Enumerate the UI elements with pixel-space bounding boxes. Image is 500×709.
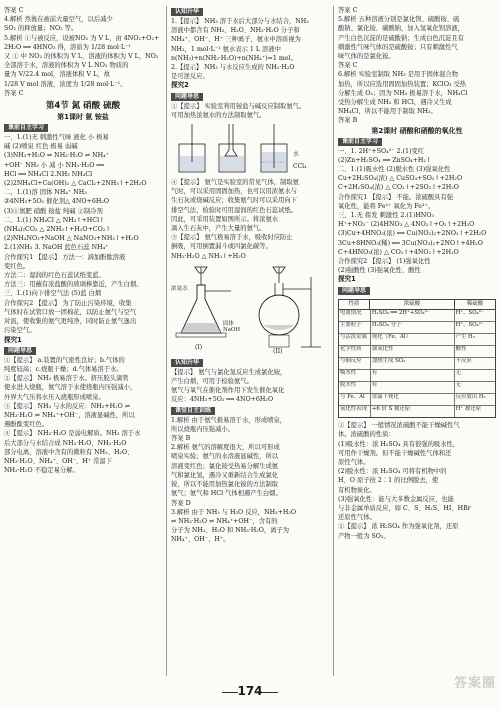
text-line: 刺激性气味气体的是硫酸铵；只有刺激性气 (338, 43, 458, 51)
text-line: 味气体的是氯化铵。 (338, 53, 395, 61)
text-line: 部分电离，溶液中含有的微粒有 NH₃、H₂O、 (4, 448, 134, 456)
figure-label-ccl4: CCl₄ (293, 163, 307, 171)
column-divider (333, 6, 334, 676)
text-line: 铵，所以不能用加热氯化铵的方法制取 (171, 481, 279, 489)
figure-label-1: (I) (195, 343, 203, 351)
table-header (339, 300, 495, 310)
text-line: ③【提示】 NH₃ 与水的反应：NH₃+H₂O ⇌ (4, 402, 131, 410)
table-row (339, 406, 495, 417)
text-line: 答案 C (4, 89, 24, 97)
text-line: 合作探究1 【提示】 不能。浓硫酸具有强 (338, 193, 454, 201)
text-line: 4.解析 然後在被前大量空气，以后减少 (4, 16, 113, 24)
text-line: (3)Cu+4HNO₃(浓) ══ Cu(NO₃)₂+2NO₂↑+2H₂O (338, 230, 487, 238)
text-line: (3)强氧化性：能与大多数金属反应，也能 (338, 495, 454, 503)
text-line: ④【提示】 氨气是实验室的常见气体，制取氨 (171, 179, 299, 187)
text-line: 滴入生石灰中，产生大量的氨气。 (171, 225, 266, 233)
figure-label-water: 水 (293, 151, 300, 159)
text-line: 外界大气压将水压入烧瓶形成喷泉。 (4, 393, 105, 401)
explore-heading: 探究1 (4, 335, 22, 344)
text-line: 气和氯化氢，遇冷又重新结合生成氯化 (171, 471, 279, 479)
table-cell: H₂SO₄ ══ 2H⁺+SO₄²⁻ (371, 310, 455, 321)
subsection-title: 第1课时 氨 铵盐 (57, 113, 109, 122)
table-cell: 与活泼金属 (339, 334, 371, 345)
table-cell: H₂SO₄ 分子 (371, 322, 455, 333)
table-cell: 无 (455, 382, 461, 389)
text-line: C+2H₂SO₄(浓) △ CO₂↑+2SO₂↑+2H₂O (338, 184, 459, 192)
text-line: 答案 D (171, 499, 191, 507)
table-cell: 钝化（Fe、Al） (371, 334, 455, 345)
text-line: HCl ══ NH₄Cl 2.NH₃ NH₄Cl (4, 170, 93, 178)
text-line: 氨气与氧气在催化剂作用下发生催化氧化 (171, 387, 285, 395)
table-cell: H⁺、SO₄²⁻ (455, 310, 484, 317)
text-line: C+4HNO₃(浓) △ CO₂↑+4NO₂↑+2H₂O (338, 248, 459, 256)
text-line: NH₃·H₂O △ NH₃↑+H₂O (171, 252, 246, 260)
text-line: 三、1.(1)向下排空气法 (5)蓝 白烟 (4, 290, 102, 298)
text-line: 二、1.(1)溶 固体 NH₄⁺ NH₃ (4, 189, 87, 197)
text-line: ①【提示】 实验室利用铵盐与碱反应制取氨气。 (171, 102, 306, 110)
table-row (339, 322, 495, 334)
table-row (339, 382, 495, 394)
section-tag: 认知升华 (171, 359, 203, 367)
text-line: 三、1.无 挥发 刺激性 2.(1)HNO₃ (338, 212, 435, 220)
table-cell: +6 价 S 被还原 (371, 406, 455, 417)
table-row (339, 310, 495, 322)
text-line: NH₄⁺、OH⁻、H⁺。 (171, 536, 230, 544)
text-line: NH₃，1 mol·L⁻¹ 氨水表示 1 L 溶液中 (171, 45, 281, 53)
column-divider (166, 6, 167, 676)
text-line: 6.解析 实验室制取 NH₃ 是用于固体混合物 (338, 71, 458, 79)
text-line: 1.解析 由于氨气极易溶于水，形成喷泉， (171, 416, 287, 424)
page-number-rule (262, 692, 278, 693)
table-cell: 产生 H₂ (455, 334, 475, 341)
text-line: 遇酚酞变红色。 (4, 421, 49, 429)
text-line: (2)强酸性 (3)强氧化性、酸性 (338, 267, 421, 275)
text-line: 可用作干燥剂。但不能干燥碱性气体和还 (338, 449, 452, 457)
table-cell: 酸性 (455, 346, 467, 353)
text-line: 2.解析 氨气的溶解度很大，所以可形成 (171, 444, 280, 452)
text-line: 【提示】 氨气与氯化氢反应生成氯化铵， (171, 368, 287, 376)
text-line: 全部溶于水，溶液的体积为 V L NO₂ 物质的 (4, 62, 129, 70)
text-line: 所以烧瓶内压强减小。 (171, 425, 234, 433)
table-cell: H⁺ 被还原 (455, 406, 481, 413)
text-line: 1/28 V mol 溶液，浓度为 1/28 mol·L⁻¹。 (4, 80, 127, 88)
text-line: 溶液变红色；氯化铵受热易分解生成氨 (171, 462, 279, 470)
text-line: 排空气法，检验时可用湿润的红色石蕊试纸。 (171, 206, 297, 214)
table-cell: 加热生成 SO₂ (371, 358, 455, 369)
text-line: ①【提示】 a.装置的气密性良好；b.气体的 (4, 356, 125, 364)
text-line: 氧化性，能将 Fe²⁺ 氧化为 Fe³⁺。 (338, 202, 435, 210)
text-line: (2)NH₄NO₃+NaOH △ NaNO₃+NH₃↑+H₂O (4, 235, 139, 243)
text-line: 3.解析 由于 NH₃ 与 H₂O 反应，NH₃+H₂O (171, 508, 297, 516)
text-line: 对流，使收集的氨气更纯净，同时防止氨气逸出 (4, 318, 137, 326)
table-row (339, 394, 495, 406)
text-line: 又 ① 中 NO₂ 的体积为 V L，溶液的体积为 V L，NO₂ (4, 53, 159, 61)
page-number: 174 (237, 684, 263, 698)
text-line: 二、1.(1) NH₄Cl △ NH₃↑+HCl↑ (4, 216, 105, 224)
text-line: 还原性气体。 (338, 514, 376, 522)
text-line: 量为 V/22.4 mol，溶液体积 V L，故 (4, 71, 110, 79)
text-line: 合作探究2 【提示】 (1)强氧化性 (338, 258, 431, 266)
table-cell: 吸水性 (339, 370, 371, 381)
text-line: 因此，可采用装置如图所示。将浓氨水 (171, 215, 279, 223)
text-line: 分子为 NH₃、H₂O 和 NH₃·H₂O，离子为 (171, 527, 290, 535)
text-line: 气体时在试管口放一团棉花，以防止氨气与空气 (4, 308, 137, 316)
text-line: 产物一般为 SO₂。 (338, 532, 390, 540)
text-line: 喷泉实验；氨气的水溶液显碱性，所以 (171, 453, 279, 461)
figure-label-ammonia: 浓氨水 (171, 285, 188, 292)
table-cell: 有 (371, 382, 455, 393)
text-line: 2.(1)NH₃ 3. NaOH 蓝色石蕊 NH₄⁺ (4, 244, 109, 252)
ammonia-generator-figure (171, 263, 329, 355)
text-line: 3Cu+8HNO₃(稀) ══ 3Cu(NO₃)₂+2NO↑+4H₂O (338, 239, 483, 247)
text-line: ②【提示】 浓 H₂SO₄ 作为强氧化剂，还原 (338, 523, 459, 531)
text-line: 答案 C (338, 7, 358, 14)
text-line: 纯度较高；c.烧瓶干燥；d.气体易溶于水。 (4, 365, 123, 373)
text-line: 是可逆反应。 (171, 73, 209, 81)
figure-label-2: (II) (273, 347, 283, 355)
text-line: ①【提示】 一般情况浓硫酸不能干燥碱性气 (338, 422, 460, 430)
text-line: (2)Zn+H₂SO₄ ══ ZnSO₄+H₂↑ (338, 156, 432, 164)
section-tag: 课前自主学习 (338, 138, 382, 146)
text-line: 5.解析 五种溶液分别是氯化钡、硫酸铵、硫 (338, 16, 460, 24)
text-line: 气时，可以采用固固加热，也可以用浓氨水与 (171, 188, 297, 196)
table-header-cell: 性质 (339, 300, 370, 309)
text-line: 产生白烟，可用于检验氨气。 (171, 378, 253, 386)
figure-label-naoh: 固体 NaOH (223, 320, 241, 334)
text-line: 答案 B (171, 435, 191, 443)
watermark: 答案圈 (453, 676, 496, 691)
text-line: H、O 原子按 2∶1 的比例脱去，使 (338, 477, 439, 485)
text-line: 2.【提示】 NH₃ 与水反应生成的 NH₃·H₂O (171, 64, 295, 72)
column-right (338, 6, 496, 678)
text-line: (1)吸水性：浓 H₂SO₄ 具有很强的吸水性， (338, 440, 460, 448)
text-line: 碱 (2)喷泉 红色 极易 弱碱 (4, 143, 78, 151)
table-cell: 无 (455, 370, 461, 377)
text-line: NH₃·H₂O 不稳定易分解。 (4, 467, 79, 475)
table-cell: 不反应 (455, 358, 472, 365)
text-line: ④【提示】 NH₃·H₂O 是弱电解质。NH₃ 溶于水 (4, 430, 141, 438)
text-line: 污染空气。 (4, 327, 36, 335)
text-line: +OH⁻ NH₃ 小 减 小 NH₃·H₂O ══ (4, 161, 104, 169)
text-line: ②【提示】 NH₃ 极易溶于水。挤压胶头滴管 (4, 375, 129, 383)
explore-heading: 探究1 (338, 275, 356, 284)
text-line: 2H₂O ══ 4HNO₃ 得，溶质为 1/28 mol·L⁻¹ (4, 43, 131, 51)
text-line: n(NH₃)+n(NH₃·H₂O)+n(NH₄⁺)=1 mol。 (171, 54, 297, 62)
text-line: ⑤【提示】 氨气极易溶于水，吸收时应防止 (171, 234, 293, 242)
text-line: 酸钠、氯化铵、碳酸钠，加入氢氧化钡溶液， (338, 25, 464, 33)
text-line: 一、1.(1)无 刺激性气味 液化 小 极易 (4, 134, 109, 142)
flask-diagram (171, 263, 329, 355)
table-cell: 与铜反应 (339, 358, 371, 369)
table-cell: 与 Fe、Al (339, 394, 371, 405)
text-line: SO₂ 的释放量；NO₂ 等。 (4, 25, 78, 33)
column-middle (171, 6, 329, 678)
text-line: 后大部分与水结合成 NH₃·H₂O，NH₃·H₂O (4, 439, 127, 447)
text-line: Cu+2H₂SO₄(浓) △ CuSO₄+SO₂↑+2H₂O (338, 175, 463, 183)
text-line: 变红色。 (4, 262, 30, 270)
table-cell: 氧化性表现 (339, 406, 371, 417)
text-line: NH₃·H₂O、NH₄⁺、OH⁻、H⁺ 常温下 (4, 457, 113, 465)
table-row (339, 346, 495, 358)
text-line: 体。浓硫酸的性质： (338, 431, 395, 439)
table-cell: 有 (371, 370, 455, 381)
section-tag: 问题导思 (4, 347, 36, 355)
table-row (339, 334, 495, 346)
table-header-cell: 浓硫酸 (370, 300, 455, 309)
text-line: H⁺+NO₃⁻ (2)4HNO₃ △ 4NO₂↑+O₂↑+2H₂O (338, 221, 475, 229)
text-line: 倒吸，可用倒置漏斗或四氯化碳等。 (171, 243, 272, 251)
section-tag: 课堂自主训练 (171, 407, 215, 415)
explore-heading: 探究2 (171, 81, 189, 90)
text-line: 生石灰或烧碱反应；收集氨气时可以采用向下 (171, 197, 297, 205)
text-line: 答案 C (338, 62, 358, 70)
text-line: 合作探究1 【提示】 方法一：滴加酚酞溶液 (4, 253, 126, 261)
text-line: (NH₄)₂CO₃ △ 2NH₃↑+H₂O+CO₂↑ (4, 226, 111, 234)
section-title: 第4节 氮 硝酸 硫酸 (45, 101, 121, 112)
text-line: (3)①氮肥 硝酸 铵盐 纯碱 ②制冷剂 (4, 207, 103, 215)
table-cell: 电离情况 (339, 310, 371, 321)
text-line: 1.【提示】 NH₃ 溶于水后大部分与水结合，NH₃ (171, 18, 309, 25)
section-tag: 问题导思 (171, 93, 203, 101)
table-cell: H⁺、SO₄²⁻ (455, 322, 484, 329)
text-line: 溶液中都含有 NH₃、H₂O、NH₃·H₂O 分子和 (171, 27, 300, 35)
text-line: 产生白色沉淀的是硫酸钠；生成白色沉淀且有 (338, 34, 464, 42)
text-line: 一、1. 2H⁺+SO₄²⁻ 2.(1)变红 (338, 147, 425, 155)
table-cell: 强氧化性 (371, 346, 455, 357)
text-line: ⇌ NH₃·H₂O ⇌ NH₄⁺+OH⁻，含有的 (171, 517, 278, 525)
sulfuric-acid-comparison-table (338, 299, 496, 418)
table-row (339, 370, 495, 382)
text-line: 有机物炭化。 (338, 486, 376, 494)
subsection-title: 第2课时 硝酸和硝酸的氧化性 (371, 126, 463, 135)
section-tag: 认知升华 (171, 8, 203, 16)
text-line: 合作探究2 【提示】 为了防止污染环境，收集 (4, 299, 132, 307)
absorption-apparatus-figure (171, 122, 329, 176)
text-line: NH₄⁺、OH⁻、H⁺ 三种离子，氨水中溶质视为 (171, 36, 301, 44)
text-line: 受热分解生成 NH₃ 和 HCl，遇冷又生成 (338, 99, 452, 107)
text-line: ②4NH₃+5O₂ 催化剂△ 4NO+6H₂O (4, 198, 110, 206)
text-line: 分解生成 O₂；因为 NH₃ 极易溶于水，NH₄Cl (338, 89, 468, 97)
section-tag: 问题导思 (338, 287, 370, 295)
text-line: 加热，所以应选用固固加热装置；KClO₃ 受热 (338, 80, 467, 88)
text-line: (2)脱水性：浓 H₂SO₄ 可将有机物中的 (338, 468, 447, 476)
text-line: 方法二：湿润的红色石蕊试纸变蓝。 (4, 272, 105, 280)
text-line: 方法三：用蘸有浓盐酸的玻璃棒靠近，产生白烟。 (4, 281, 143, 289)
text-line: 使水进入烧瓶，氨气溶于水使烧瓶内压强减小， (4, 384, 137, 392)
text-line: 与非金属单质反应，如 C、S、H₂S、HI、HBr (338, 504, 471, 512)
text-line: 5.解析 ①与被反应，设被NO₂ 为 V L，由 4NO₂+O₂+ (4, 34, 160, 42)
table-cell: 脱水性 (339, 382, 371, 393)
text-line: 答案 C (4, 7, 24, 14)
column-left (4, 6, 162, 678)
text-line: 二、1.(1)吸水性 (2)脱水性 (3)强氧化性 (338, 166, 451, 174)
text-line: NH₃·H₂O ⇌ NH₄⁺+OH⁻，溶液显碱性，所以 (4, 411, 135, 419)
table-cell: 反应放出 H₂ (455, 394, 486, 401)
text-line: NH₄Cl，所以不能用于制取 NH₃。 (338, 108, 437, 116)
text-line: 反应：4NH₃+5O₂ ══ 4NO+6H₂O (171, 396, 274, 404)
text-line: 氨气；氨气和 HCl 气体相遇产生白烟。 (171, 490, 282, 498)
table-cell: 化学性质 (339, 346, 371, 357)
table-row (339, 358, 495, 370)
table-cell: 常温下钝化 (371, 394, 455, 405)
text-line: 答案 B (338, 117, 358, 125)
table-header-cell: 稀硫酸 (466, 300, 484, 307)
table-cell: 主要粒子 (339, 322, 371, 333)
text-line: 可用加热浓氨水的方法制取氨气。 (171, 111, 266, 119)
section-tag: 课前自主学习 (4, 124, 48, 132)
text-line: (2)2NH₄Cl+Ca(OH)₂ △ CaCl₂+2NH₃↑+2H₂O (4, 180, 147, 188)
text-line: 原性气体。 (338, 458, 370, 466)
text-line: (3)NH₃+H₂O ⇌ NH₃·H₂O ⇌ NH₄⁺ (4, 152, 110, 160)
